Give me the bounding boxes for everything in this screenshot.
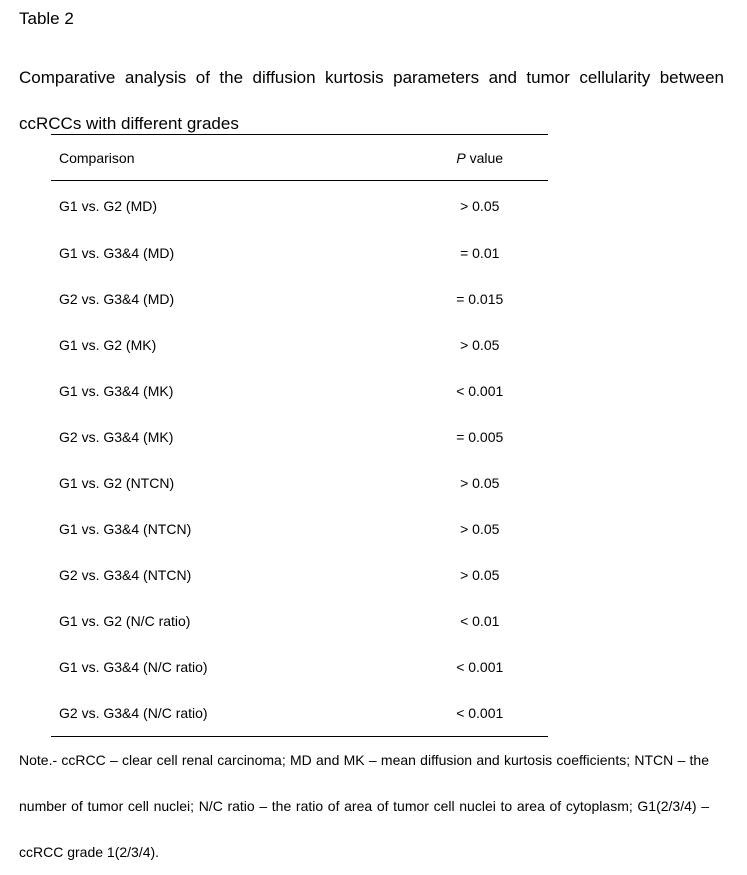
p-value-cell: < 0.01 xyxy=(460,613,500,629)
p-value-cell: > 0.05 xyxy=(460,521,500,537)
comparison-cell: G1 vs. G3&4 (N/C ratio) xyxy=(59,659,208,675)
table-row xyxy=(51,690,548,737)
table-body xyxy=(51,181,548,737)
results-table-container xyxy=(51,134,548,737)
comparison-cell: G1 vs. G2 (N/C ratio) xyxy=(59,613,191,629)
p-value-cell: > 0.05 xyxy=(460,197,500,214)
header-comparison: Comparison xyxy=(59,149,135,166)
table-row xyxy=(51,368,548,414)
p-value-cell: > 0.05 xyxy=(460,337,500,353)
comparison-cell: G2 vs. G3&4 (NTCN) xyxy=(59,567,192,583)
table-header-row xyxy=(51,135,548,181)
comparison-cell: G2 vs. G3&4 (N/C ratio) xyxy=(59,705,208,721)
p-value-cell: > 0.05 xyxy=(460,567,500,583)
table-row xyxy=(51,552,548,598)
comparison-cell: G1 vs. G2 (MD) xyxy=(59,197,158,214)
table-row xyxy=(51,230,548,276)
table-row xyxy=(51,644,548,690)
table-row xyxy=(51,414,548,460)
table-row xyxy=(51,506,548,552)
comparison-cell: G2 vs. G3&4 (MK) xyxy=(59,429,174,445)
header-p-suffix: value xyxy=(465,149,504,166)
table-row xyxy=(51,460,548,506)
comparison-cell: G1 vs. G3&4 (NTCN) xyxy=(59,521,192,537)
results-table xyxy=(51,134,548,737)
comparison-cell: G1 vs. G3&4 (MD) xyxy=(59,245,175,261)
table-row xyxy=(51,322,548,368)
p-value-cell: = 0.01 xyxy=(460,245,500,261)
table-label: Table 2 xyxy=(19,9,74,28)
p-value-cell: < 0.001 xyxy=(456,383,504,399)
table-note: Note.- ccRCC – clear cell renal carcinoma; MD and MK – mean diffusion and kurtosis coefficients; NTCN – the number of tumor cell nuclei; N/C ratio – the ratio of area of tumor cell nuclei to area of cytoplasm; G1(2/3/4) – ccRCC grade 1(2/3/4). xyxy=(19,752,709,860)
comparison-cell: G1 vs. G2 (MK) xyxy=(59,337,157,353)
header-p-value xyxy=(352,135,549,181)
p-value-cell: < 0.001 xyxy=(456,705,504,721)
p-value-cell: = 0.015 xyxy=(456,291,504,307)
p-value-cell: < 0.001 xyxy=(456,659,504,675)
comparison-cell: G1 vs. G3&4 (MK) xyxy=(59,383,174,399)
header-p-symbol: P xyxy=(456,149,466,166)
comparison-cell: G2 vs. G3&4 (MD) xyxy=(59,291,175,307)
table-row xyxy=(51,276,548,322)
table-row xyxy=(51,598,548,644)
p-value-cell: > 0.05 xyxy=(460,475,500,491)
table-title: Comparative analysis of the diffusion kurtosis parameters and tumor cellularity between ccRCCs with different grades xyxy=(19,68,724,133)
table-row xyxy=(51,181,548,231)
p-value-cell: = 0.005 xyxy=(456,429,504,445)
comparison-cell: G1 vs. G2 (NTCN) xyxy=(59,475,175,491)
